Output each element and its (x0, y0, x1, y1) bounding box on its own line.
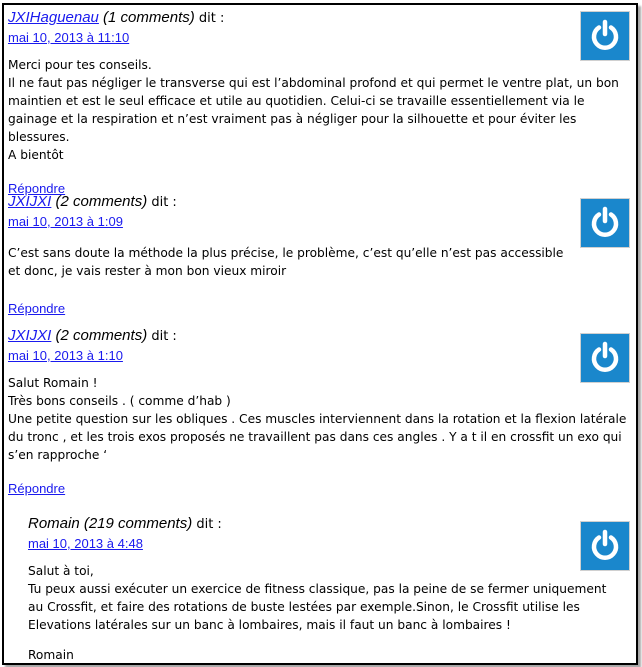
comment-line: Une petite question sur les obliques . Ces muscles interviennent dans la rotation et la flexion latérale du tronc , et les trois exos proposés ne travaillent pas dans ces angles . Y a t il en crossfit un exo qui s’en rapproche ‘ (8, 412, 627, 462)
comment-author-link[interactable]: JXIJXI (8, 193, 52, 210)
power-icon (587, 205, 623, 241)
comment-author-link[interactable]: JXIHaguenau (8, 9, 99, 26)
power-icon (587, 340, 623, 376)
comment (8, 9, 628, 197)
avatar (580, 521, 630, 571)
comment-line: Très bons conseils . ( comme d’hab ) (8, 394, 231, 408)
power-icon (587, 18, 623, 54)
comment-body (8, 374, 628, 464)
comment-line: Salut à toi, (28, 564, 94, 578)
comment-date-link[interactable]: mai 10, 2013 à 4:48 (28, 536, 143, 551)
comment-header (28, 515, 608, 533)
comment-author: Romain (28, 515, 80, 532)
comment-author-link[interactable]: JXIJXI (8, 327, 52, 344)
comments-panel (2, 3, 638, 665)
comment-line: Il ne faut pas négliger le transverse qui est l’abdominal profond et qui permet le ventre plat, un bon maintien et est le seul efficace et utile au quotidien. Celui-ci se travaille essentiellement via le gainage et la respiration et n’est vraiment pas à négliger pour la silhouette et pour éviter les blessures. (8, 76, 619, 144)
comment-header (8, 193, 568, 211)
comment-dit: dit : (196, 517, 222, 532)
comment-date-link[interactable]: mai 10, 2013 à 1:10 (8, 348, 123, 363)
comment-body (8, 56, 628, 164)
comment-date-link[interactable]: mai 10, 2013 à 1:09 (8, 214, 123, 229)
reply-link[interactable]: Répondre (8, 301, 66, 316)
avatar (580, 198, 630, 248)
comment-count: (2 comments) (55, 193, 148, 210)
comment-line: Romain (28, 648, 74, 662)
comment-count: (219 comments) (83, 515, 193, 532)
comment-header (8, 327, 628, 345)
comment-line: Salut Romain ! (8, 376, 98, 390)
comment-reply (28, 515, 608, 664)
comment (8, 193, 568, 317)
avatar (580, 11, 630, 61)
comment-date-link[interactable]: mai 10, 2013 à 11:10 (8, 30, 130, 45)
comment-line: C’est sans doute la méthode la plus précise, le problème, c’est qu’elle n’est pas accessible et donc, je vais rester à mon bon vieux miroir (8, 246, 564, 278)
comment-count: (2 comments) (55, 327, 148, 344)
comment-line: A bientôt (8, 148, 64, 162)
comment-dit: dit : (151, 195, 177, 210)
comment-line: Merci pour tes conseils. (8, 58, 152, 72)
comment-body (8, 244, 568, 280)
comment-dit: dit : (198, 11, 225, 26)
comment-count: (1 comments) (103, 9, 195, 26)
comment-dit: dit : (151, 329, 177, 344)
reply-link[interactable]: Répondre (8, 481, 66, 496)
reply-link[interactable]: Répondre (8, 181, 66, 196)
power-icon (587, 528, 623, 564)
avatar (580, 333, 630, 383)
comment-body (28, 562, 608, 664)
comment (8, 327, 628, 497)
comment-header (8, 9, 628, 27)
comment-line: Tu peux aussi exécuter un exercice de fitness classique, pas la peine de se fermer uniquement au Crossfit, et faire des rotations de buste lestées par exemple.Sinon, le Crossfit utilise les Elevations latérales sur un banc à lombaires, mais il faut un banc à lombaires ! (28, 582, 607, 632)
